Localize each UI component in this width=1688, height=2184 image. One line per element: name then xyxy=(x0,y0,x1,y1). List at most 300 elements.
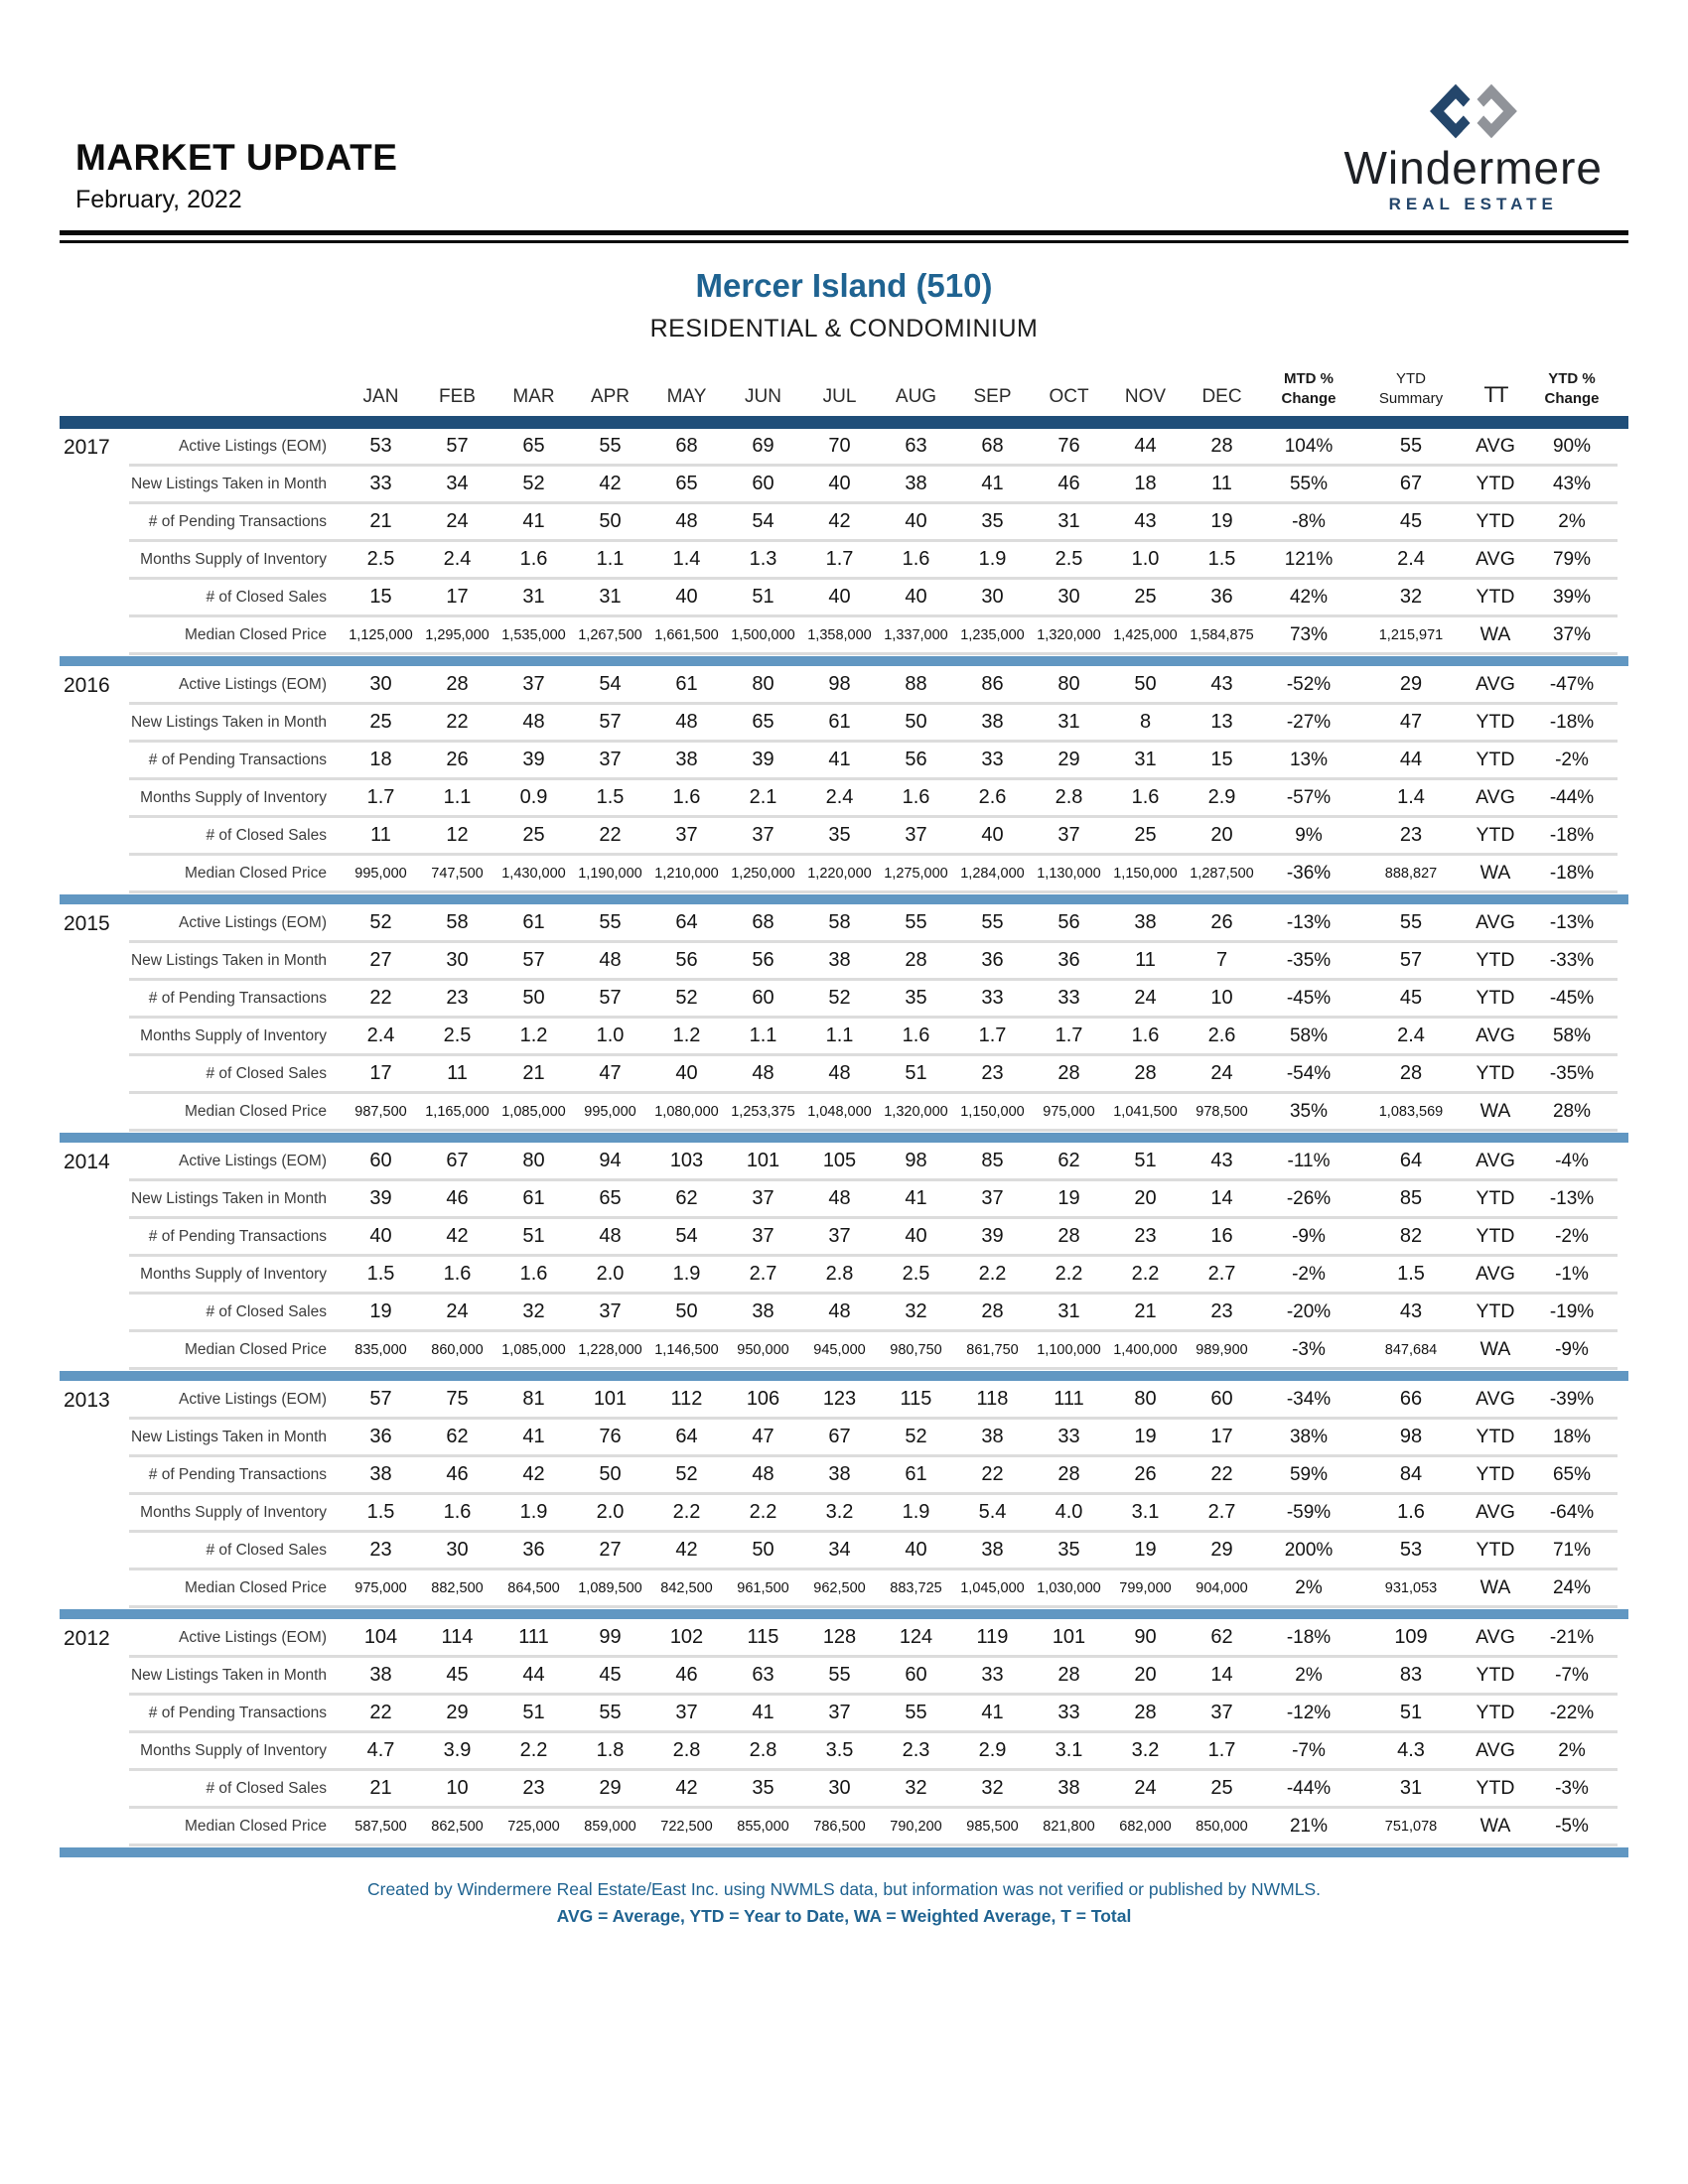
month-value: 28 xyxy=(419,667,495,705)
month-value: 2.5 xyxy=(1031,542,1107,580)
month-value: 28 xyxy=(1031,1658,1107,1696)
month-value: 10 xyxy=(419,1771,495,1809)
month-value: 2.0 xyxy=(572,1495,648,1533)
ytd-percent-change: 39% xyxy=(1526,580,1618,617)
mtd-percent-change: -44% xyxy=(1260,1771,1357,1809)
mtd-percent-change: 55% xyxy=(1260,467,1357,504)
month-value: 63 xyxy=(725,1658,801,1696)
row-label: Months Supply of Inventory xyxy=(129,1019,343,1056)
month-value: 38 xyxy=(801,943,878,981)
month-value: 64 xyxy=(648,1420,725,1457)
table-header-row xyxy=(60,369,1628,416)
month-value: 1,584,875 xyxy=(1184,617,1260,655)
month-value: 2.7 xyxy=(725,1257,801,1295)
month-value: 61 xyxy=(495,905,572,943)
month-value: 24 xyxy=(419,504,495,542)
ytd-percent-change: 37% xyxy=(1526,617,1618,655)
row-label: # of Pending Transactions xyxy=(129,1219,343,1257)
month-value: 103 xyxy=(648,1144,725,1181)
month-value: 123 xyxy=(801,1382,878,1420)
month-value: 37 xyxy=(725,1219,801,1257)
month-value: 2.4 xyxy=(419,542,495,580)
total-type: YTD xyxy=(1465,1056,1526,1094)
row-label: New Listings Taken in Month xyxy=(129,1181,343,1219)
month-value: 2.2 xyxy=(725,1495,801,1533)
column-header-month: APR xyxy=(590,386,631,407)
month-value: 37 xyxy=(1184,1696,1260,1733)
month-value: 43 xyxy=(1107,504,1184,542)
month-value: 111 xyxy=(495,1620,572,1658)
month-value: 28 xyxy=(1107,1056,1184,1094)
month-value: 50 xyxy=(878,705,954,743)
column-header-month: FEB xyxy=(439,386,476,407)
month-value: 68 xyxy=(954,429,1031,467)
mtd-percent-change: -13% xyxy=(1260,905,1357,943)
month-value: 25 xyxy=(1107,818,1184,856)
total-type: YTD xyxy=(1465,981,1526,1019)
month-value: 1,235,000 xyxy=(954,617,1031,655)
month-value: 975,000 xyxy=(343,1570,419,1608)
row-label: Months Supply of Inventory xyxy=(129,1257,343,1295)
table-row xyxy=(60,467,1628,504)
month-value: 37 xyxy=(572,743,648,780)
ytd-summary: 66 xyxy=(1357,1382,1465,1420)
month-value: 18 xyxy=(1107,467,1184,504)
month-value: 101 xyxy=(572,1382,648,1420)
month-value: 799,000 xyxy=(1107,1570,1184,1608)
year-label: 2017 xyxy=(64,436,110,459)
total-type: YTD xyxy=(1465,1658,1526,1696)
mtd-percent-change: -11% xyxy=(1260,1144,1357,1181)
row-label: Active Listings (EOM) xyxy=(129,1382,343,1420)
month-value: 37 xyxy=(572,1295,648,1332)
ytd-summary: 751,078 xyxy=(1357,1809,1465,1846)
disclaimer-text: Created by Windermere Real Estate/East Inc. using NWMLS data, but information was not verified or published by NWMLS. xyxy=(366,1879,1321,1899)
total-type: YTD xyxy=(1465,1533,1526,1570)
month-value: 51 xyxy=(495,1696,572,1733)
ytd-percent-change: 65% xyxy=(1526,1457,1618,1495)
row-label: # of Pending Transactions xyxy=(129,1457,343,1495)
month-value: 111 xyxy=(1031,1382,1107,1420)
year-label xyxy=(60,818,129,856)
month-value: 50 xyxy=(495,981,572,1019)
mtd-percent-change: -35% xyxy=(1260,943,1357,981)
total-type: AVG xyxy=(1465,1733,1526,1771)
month-value: 1.1 xyxy=(725,1019,801,1056)
row-label: Active Listings (EOM) xyxy=(129,429,343,467)
year-label: 2014 xyxy=(64,1151,110,1173)
year-label xyxy=(60,1094,129,1132)
row-label: Active Listings (EOM) xyxy=(129,905,343,943)
month-value: 65 xyxy=(648,467,725,504)
month-value: 38 xyxy=(1031,1771,1107,1809)
month-value: 2.4 xyxy=(801,780,878,818)
month-value: 21 xyxy=(1107,1295,1184,1332)
month-value: 38 xyxy=(954,1533,1031,1570)
month-value: 48 xyxy=(725,1457,801,1495)
month-value: 62 xyxy=(1031,1144,1107,1181)
month-value: 28 xyxy=(1107,1696,1184,1733)
month-value: 60 xyxy=(725,467,801,504)
total-type: YTD xyxy=(1465,1219,1526,1257)
year-label xyxy=(60,1696,129,1733)
year-section-divider xyxy=(60,1609,1628,1619)
table-row xyxy=(60,1658,1628,1696)
month-value: 1,425,000 xyxy=(1107,617,1184,655)
month-value: 47 xyxy=(572,1056,648,1094)
total-type: AVG xyxy=(1465,905,1526,943)
column-header-month: MAR xyxy=(512,386,555,407)
month-value: 2.2 xyxy=(1107,1257,1184,1295)
ytd-percent-change: -13% xyxy=(1526,905,1618,943)
table-row xyxy=(60,1420,1628,1457)
month-value: 2.4 xyxy=(343,1019,419,1056)
ytd-summary: 2.4 xyxy=(1357,1019,1465,1056)
month-value: 35 xyxy=(878,981,954,1019)
month-value: 842,500 xyxy=(648,1570,725,1608)
month-value: 36 xyxy=(495,1533,572,1570)
total-type: AVG xyxy=(1465,667,1526,705)
month-value: 17 xyxy=(1184,1420,1260,1457)
month-value: 3.2 xyxy=(1107,1733,1184,1771)
month-value: 2.8 xyxy=(801,1257,878,1295)
column-header-month: JUN xyxy=(745,386,781,407)
mtd-percent-change: 9% xyxy=(1260,818,1357,856)
month-value: 13 xyxy=(1184,705,1260,743)
month-value: 51 xyxy=(1107,1144,1184,1181)
month-value: 101 xyxy=(1031,1620,1107,1658)
month-value: 115 xyxy=(725,1620,801,1658)
ytd-percent-change: -18% xyxy=(1526,705,1618,743)
year-label xyxy=(60,780,129,818)
month-value: 19 xyxy=(1031,1181,1107,1219)
month-value: 99 xyxy=(572,1620,648,1658)
mtd-percent-change: -52% xyxy=(1260,667,1357,705)
month-value: 55 xyxy=(954,905,1031,943)
month-value: 21 xyxy=(343,504,419,542)
month-value: 32 xyxy=(495,1295,572,1332)
mtd-percent-change: -7% xyxy=(1260,1733,1357,1771)
row-label: Median Closed Price xyxy=(129,1332,343,1370)
month-value: 32 xyxy=(878,1771,954,1809)
month-value: 860,000 xyxy=(419,1332,495,1370)
year-section-divider xyxy=(60,656,1628,666)
mtd-percent-change: -45% xyxy=(1260,981,1357,1019)
month-value: 64 xyxy=(648,905,725,943)
month-value: 1.6 xyxy=(878,1019,954,1056)
ytd-percent-change: -2% xyxy=(1526,1219,1618,1257)
month-value: 23 xyxy=(343,1533,419,1570)
mtd-percent-change: 13% xyxy=(1260,743,1357,780)
total-type: YTD xyxy=(1465,818,1526,856)
total-type: AVG xyxy=(1465,1019,1526,1056)
month-value: 63 xyxy=(878,429,954,467)
table-row xyxy=(60,1181,1628,1219)
ytd-percent-change: -44% xyxy=(1526,780,1618,818)
month-value: 112 xyxy=(648,1382,725,1420)
month-value: 32 xyxy=(954,1771,1031,1809)
ytd-summary: 23 xyxy=(1357,818,1465,856)
month-value: 3.5 xyxy=(801,1733,878,1771)
month-value: 60 xyxy=(1184,1382,1260,1420)
month-value: 57 xyxy=(495,943,572,981)
month-value: 1.7 xyxy=(954,1019,1031,1056)
month-value: 54 xyxy=(572,667,648,705)
month-value: 1,150,000 xyxy=(954,1094,1031,1132)
area-subtitle: RESIDENTIAL & CONDOMINIUM xyxy=(649,315,1039,342)
total-type: WA xyxy=(1465,617,1526,655)
month-value: 3.9 xyxy=(419,1733,495,1771)
column-header: YTD % Change xyxy=(1544,370,1600,407)
year-section-divider xyxy=(60,1133,1628,1143)
ytd-percent-change: 79% xyxy=(1526,542,1618,580)
month-value: 28 xyxy=(1184,429,1260,467)
month-value: 40 xyxy=(801,580,878,617)
month-value: 55 xyxy=(801,1658,878,1696)
ytd-summary: 109 xyxy=(1357,1620,1465,1658)
month-value: 46 xyxy=(648,1658,725,1696)
month-value: 2.6 xyxy=(954,780,1031,818)
month-value: 1,337,000 xyxy=(878,617,954,655)
month-value: 46 xyxy=(419,1181,495,1219)
month-value: 36 xyxy=(343,1420,419,1457)
month-value: 1.9 xyxy=(648,1257,725,1295)
month-value: 44 xyxy=(495,1658,572,1696)
month-value: 38 xyxy=(801,1457,878,1495)
total-type: AVG xyxy=(1465,1620,1526,1658)
mtd-percent-change: -2% xyxy=(1260,1257,1357,1295)
month-value: 1.9 xyxy=(878,1495,954,1533)
month-value: 2.1 xyxy=(725,780,801,818)
column-header: YTD Summary xyxy=(1378,370,1444,407)
month-value: 41 xyxy=(954,467,1031,504)
month-value: 1,295,000 xyxy=(419,617,495,655)
month-value: 115 xyxy=(878,1382,954,1420)
month-value: 57 xyxy=(419,429,495,467)
month-value: 52 xyxy=(878,1420,954,1457)
month-value: 60 xyxy=(725,981,801,1019)
ytd-summary: 4.3 xyxy=(1357,1733,1465,1771)
table-row xyxy=(60,943,1628,981)
month-value: 80 xyxy=(1031,667,1107,705)
month-value: 76 xyxy=(1031,429,1107,467)
month-value: 2.8 xyxy=(725,1733,801,1771)
column-header: MTD % Change xyxy=(1281,370,1336,407)
month-value: 3.2 xyxy=(801,1495,878,1533)
month-value: 48 xyxy=(648,705,725,743)
total-type: AVG xyxy=(1465,1144,1526,1181)
month-value: 41 xyxy=(801,743,878,780)
mtd-percent-change: 42% xyxy=(1260,580,1357,617)
month-value: 37 xyxy=(801,1219,878,1257)
month-value: 50 xyxy=(648,1295,725,1332)
mtd-percent-change: -9% xyxy=(1260,1219,1357,1257)
row-label: Months Supply of Inventory xyxy=(129,542,343,580)
month-value: 1,358,000 xyxy=(801,617,878,655)
table-row xyxy=(60,856,1628,893)
month-value: 31 xyxy=(1031,705,1107,743)
month-value: 86 xyxy=(954,667,1031,705)
page-title: MARKET UPDATE xyxy=(75,137,398,178)
row-label: # of Closed Sales xyxy=(129,1533,343,1570)
month-value: 1.4 xyxy=(648,542,725,580)
month-value: 43 xyxy=(1184,667,1260,705)
month-value: 11 xyxy=(343,818,419,856)
table-row xyxy=(60,1733,1628,1771)
row-label: # of Closed Sales xyxy=(129,1295,343,1332)
year-label: 2016 xyxy=(64,674,110,697)
month-value: 20 xyxy=(1184,818,1260,856)
month-value: 39 xyxy=(725,743,801,780)
ytd-percent-change: -1% xyxy=(1526,1257,1618,1295)
row-label: # of Pending Transactions xyxy=(129,1696,343,1733)
ytd-percent-change: -18% xyxy=(1526,856,1618,893)
page-footer xyxy=(60,1879,1628,1927)
table-row xyxy=(60,1295,1628,1332)
month-value: 55 xyxy=(878,1696,954,1733)
month-value: 28 xyxy=(1031,1457,1107,1495)
month-value: 37 xyxy=(648,818,725,856)
table-row xyxy=(60,1457,1628,1495)
row-label: Median Closed Price xyxy=(129,1809,343,1846)
month-value: 1,085,000 xyxy=(495,1094,572,1132)
column-header-month: NOV xyxy=(1124,386,1167,407)
month-value: 35 xyxy=(725,1771,801,1809)
month-value: 106 xyxy=(725,1382,801,1420)
year-label xyxy=(60,981,129,1019)
month-value: 19 xyxy=(1107,1533,1184,1570)
month-value: 33 xyxy=(343,467,419,504)
month-value: 104 xyxy=(343,1620,419,1658)
table-row xyxy=(60,1332,1628,1370)
month-value: 46 xyxy=(419,1457,495,1495)
year-label xyxy=(60,580,129,617)
total-type: YTD xyxy=(1465,705,1526,743)
month-value: 42 xyxy=(419,1219,495,1257)
table-row xyxy=(60,429,1628,467)
month-value: 36 xyxy=(1184,580,1260,617)
month-value: 90 xyxy=(1107,1620,1184,1658)
month-value: 725,000 xyxy=(495,1809,572,1846)
month-value: 38 xyxy=(343,1658,419,1696)
month-value: 1,190,000 xyxy=(572,856,648,893)
total-type: YTD xyxy=(1465,504,1526,542)
month-value: 22 xyxy=(572,818,648,856)
mtd-percent-change: -34% xyxy=(1260,1382,1357,1420)
month-value: 0.9 xyxy=(495,780,572,818)
ytd-summary: 67 xyxy=(1357,467,1465,504)
ytd-percent-change: 24% xyxy=(1526,1570,1618,1608)
month-value: 40 xyxy=(801,467,878,504)
month-value: 27 xyxy=(572,1533,648,1570)
month-value: 25 xyxy=(1107,580,1184,617)
month-value: 2.2 xyxy=(954,1257,1031,1295)
month-value: 980,750 xyxy=(878,1332,954,1370)
month-value: 1,048,000 xyxy=(801,1094,878,1132)
month-value: 835,000 xyxy=(343,1332,419,1370)
area-title: Mercer Island (510) xyxy=(695,267,993,304)
month-value: 21 xyxy=(343,1771,419,1809)
month-value: 1,085,000 xyxy=(495,1332,572,1370)
month-value: 28 xyxy=(1031,1056,1107,1094)
column-header-month: AUG xyxy=(895,386,937,407)
ytd-summary: 84 xyxy=(1357,1457,1465,1495)
month-value: 51 xyxy=(725,580,801,617)
month-value: 52 xyxy=(343,905,419,943)
month-value: 101 xyxy=(725,1144,801,1181)
ytd-summary: 64 xyxy=(1357,1144,1465,1181)
ytd-percent-change: -3% xyxy=(1526,1771,1618,1809)
year-label: 2013 xyxy=(64,1389,110,1412)
month-value: 98 xyxy=(878,1144,954,1181)
table-row xyxy=(60,705,1628,743)
year-label xyxy=(60,1495,129,1533)
table-row xyxy=(60,1533,1628,1570)
month-value: 7 xyxy=(1184,943,1260,981)
month-value: 1.8 xyxy=(572,1733,648,1771)
month-value: 1,400,000 xyxy=(1107,1332,1184,1370)
month-value: 58 xyxy=(419,905,495,943)
month-value: 57 xyxy=(343,1382,419,1420)
month-value: 1.6 xyxy=(648,780,725,818)
ytd-summary: 82 xyxy=(1357,1219,1465,1257)
month-value: 978,500 xyxy=(1184,1094,1260,1132)
month-value: 790,200 xyxy=(878,1809,954,1846)
month-value: 2.3 xyxy=(878,1733,954,1771)
month-value: 29 xyxy=(1184,1533,1260,1570)
month-value: 989,900 xyxy=(1184,1332,1260,1370)
year-label xyxy=(60,1809,129,1846)
ytd-summary: 83 xyxy=(1357,1658,1465,1696)
month-value: 67 xyxy=(419,1144,495,1181)
month-value: 961,500 xyxy=(725,1570,801,1608)
month-value: 80 xyxy=(1107,1382,1184,1420)
month-value: 1,661,500 xyxy=(648,617,725,655)
column-header-month: JAN xyxy=(362,386,399,407)
ytd-summary: 98 xyxy=(1357,1420,1465,1457)
row-label: # of Closed Sales xyxy=(129,1771,343,1809)
table-row xyxy=(60,617,1628,655)
month-value: 35 xyxy=(801,818,878,856)
month-value: 2.5 xyxy=(878,1257,954,1295)
month-value: 2.2 xyxy=(495,1733,572,1771)
mtd-percent-change: 104% xyxy=(1260,429,1357,467)
month-value: 995,000 xyxy=(343,856,419,893)
row-label: Median Closed Price xyxy=(129,1094,343,1132)
month-value: 33 xyxy=(1031,981,1107,1019)
ytd-percent-change: 2% xyxy=(1526,1733,1618,1771)
month-value: 11 xyxy=(1107,943,1184,981)
mtd-percent-change: 58% xyxy=(1260,1019,1357,1056)
year-label xyxy=(60,542,129,580)
month-value: 40 xyxy=(878,580,954,617)
month-value: 1,080,000 xyxy=(648,1094,725,1132)
month-value: 8 xyxy=(1107,705,1184,743)
month-value: 950,000 xyxy=(725,1332,801,1370)
mtd-percent-change: 121% xyxy=(1260,542,1357,580)
month-value: 1,287,500 xyxy=(1184,856,1260,893)
month-value: 38 xyxy=(954,705,1031,743)
row-label: New Listings Taken in Month xyxy=(129,705,343,743)
month-value: 128 xyxy=(801,1620,878,1658)
month-value: 37 xyxy=(495,667,572,705)
row-label: Median Closed Price xyxy=(129,856,343,893)
year-label xyxy=(60,1332,129,1370)
row-label: Months Supply of Inventory xyxy=(129,1733,343,1771)
month-value: 722,500 xyxy=(648,1809,725,1846)
month-value: 859,000 xyxy=(572,1809,648,1846)
ytd-percent-change: -5% xyxy=(1526,1809,1618,1846)
